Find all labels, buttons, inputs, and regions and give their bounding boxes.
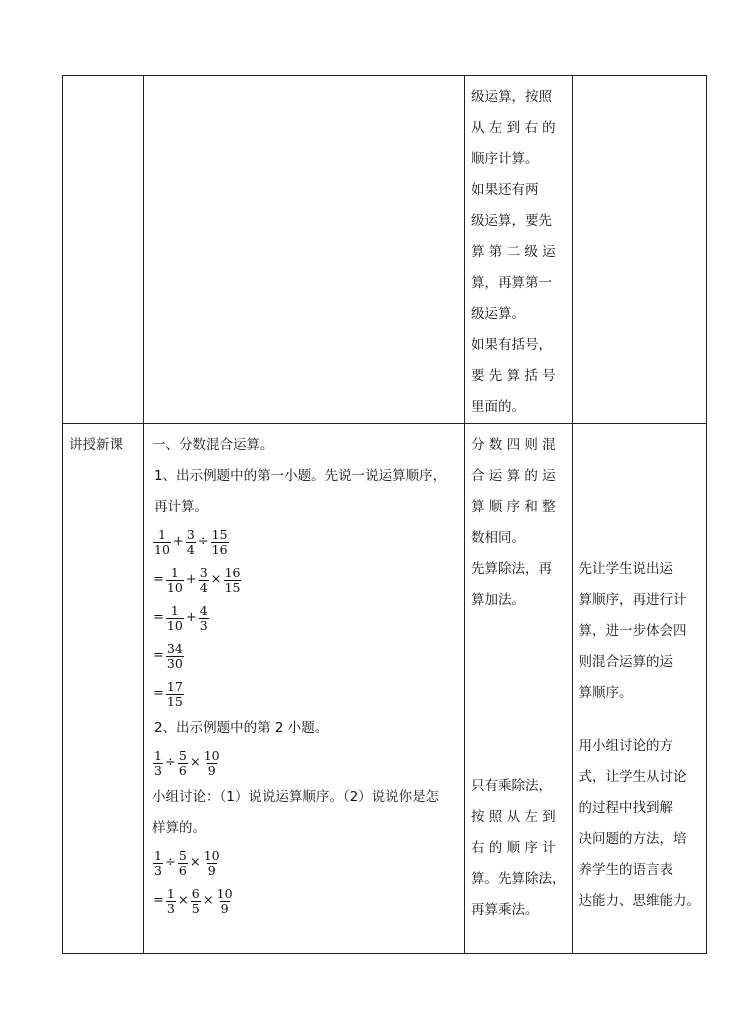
step-text: 1、出示例题中的第一小题。先说一说运算顺序， — [154, 468, 447, 484]
fraction: $\frac{10}{9}$ — [203, 847, 220, 878]
operator: = — [153, 686, 164, 701]
note-line: 右 的 顺 序 计 — [471, 840, 556, 856]
note-line: 数相同。 — [471, 530, 525, 546]
intent-line: 式，让学生从讨论 — [578, 769, 687, 785]
discussion-text: 小组讨论：（1）说说运算顺序。（2）说说你是怎 — [152, 789, 440, 805]
fraction: $\frac{17}{15}$ — [166, 678, 183, 709]
operator: + — [172, 534, 184, 549]
operator: = — [153, 893, 164, 908]
intent-line: 的过程中找到解 — [578, 800, 673, 816]
stage-cell — [63, 424, 144, 954]
note-line: 从 左 到 右 的 — [471, 120, 556, 136]
intent-line: 用小组讨论的方 — [578, 738, 673, 754]
note-line: 要 先 算 括 号 — [471, 368, 556, 384]
math-line — [152, 675, 458, 713]
fraction: $\frac{1}{3}$ — [166, 885, 175, 916]
note-line: 算 第 二 级 运 — [471, 244, 556, 260]
step-text: 2、出示例题中的第 2 小题。 — [154, 720, 329, 736]
stage-cell — [63, 76, 144, 424]
math-line — [152, 744, 458, 782]
operator: × — [202, 893, 214, 908]
operator: ÷ — [197, 534, 209, 549]
fraction: $\frac{1}{10}$ — [166, 602, 183, 633]
fraction: $\frac{3}{4}$ — [186, 526, 195, 557]
intent-line: 先让学生说出运 — [578, 561, 673, 577]
operator: ÷ — [164, 855, 176, 870]
step-text: 再计算。 — [154, 499, 208, 515]
operator: = — [153, 572, 164, 587]
math-line — [152, 561, 458, 599]
fraction: $\frac{1}{3}$ — [154, 747, 162, 778]
note-line: 级运算，要先 — [471, 213, 552, 229]
note-line: 算。先算除法， — [471, 871, 566, 887]
section-heading: 一、分数混合运算。 — [152, 437, 274, 453]
fraction: $\frac{5}{6}$ — [178, 747, 187, 778]
fraction: $\frac{6}{5}$ — [191, 885, 200, 916]
intent-line: 则混合运算的运 — [578, 654, 673, 670]
note-line: 如果有括号， — [471, 337, 552, 353]
note-line: 先算除法，再 — [471, 561, 552, 577]
math-line — [152, 637, 458, 675]
intent-cell — [572, 424, 707, 954]
operator: = — [153, 610, 164, 625]
fraction: $\frac{15}{16}$ — [211, 526, 228, 557]
fraction: $\frac{3}{4}$ — [199, 564, 208, 595]
math-line — [152, 882, 458, 920]
notes-cell — [465, 424, 573, 954]
intent-line: 养学生的语言表 — [578, 862, 673, 878]
note-line: 再算乘法。 — [471, 902, 539, 918]
math-line — [152, 599, 458, 637]
operator: + — [185, 572, 197, 587]
table-row — [63, 76, 707, 424]
fraction: $\frac{10}{9}$ — [216, 885, 233, 916]
note-line: 如果还有两 — [471, 182, 539, 198]
note-line: 算 顺 序 和 整 — [471, 499, 556, 515]
intent-line: 达能力、思维能力。 — [578, 893, 700, 909]
operator: × — [189, 755, 201, 770]
fraction: $\frac{10}{9}$ — [203, 747, 220, 778]
table-row — [63, 424, 707, 954]
intent-cell — [572, 76, 707, 424]
fraction: $\frac{16}{15}$ — [224, 564, 241, 595]
note-line: 里面的。 — [471, 399, 525, 415]
math-line — [152, 844, 458, 882]
note-line: 只有乘除法， — [471, 778, 552, 794]
intent-line: 算，进一步体会四 — [578, 623, 687, 639]
lesson-plan-table — [62, 75, 707, 954]
intent-line: 算顺序。 — [578, 685, 633, 701]
note-line: 按 照 从 左 到 — [471, 809, 556, 825]
discussion-text: 样算的。 — [152, 820, 206, 836]
operator: = — [153, 648, 164, 663]
math-line — [152, 523, 458, 561]
fraction: $\frac{34}{30}$ — [166, 640, 183, 671]
operator: + — [185, 610, 197, 625]
fraction: $\frac{4}{3}$ — [199, 602, 208, 633]
notes-cell — [465, 76, 573, 424]
operator: × — [210, 572, 222, 587]
operator: × — [189, 855, 201, 870]
note-line: 分 数 四 则 混 — [471, 437, 556, 453]
fraction: $\frac{1}{10}$ — [166, 564, 183, 595]
intent-line: 决问题的方法，培 — [578, 831, 687, 847]
note-line: 算加法。 — [471, 592, 525, 608]
fraction: $\frac{1}{10}$ — [154, 526, 170, 557]
operator: × — [177, 893, 189, 908]
content-cell — [144, 76, 465, 424]
note-line: 顺序计算。 — [471, 151, 539, 167]
note-line: 合 运 算 的 运 — [471, 468, 556, 484]
operator: ÷ — [164, 755, 176, 770]
fraction: $\frac{5}{6}$ — [178, 847, 187, 878]
note-line: 级运算。 — [471, 306, 525, 322]
note-line: 级运算，按照 — [471, 89, 552, 105]
intent-line: 算顺序，再进行计 — [578, 592, 687, 608]
content-cell — [144, 424, 465, 954]
stage-label: 讲授新课 — [69, 437, 123, 453]
fraction: $\frac{1}{3}$ — [154, 847, 162, 878]
note-line: 算，再算第一 — [471, 275, 552, 291]
